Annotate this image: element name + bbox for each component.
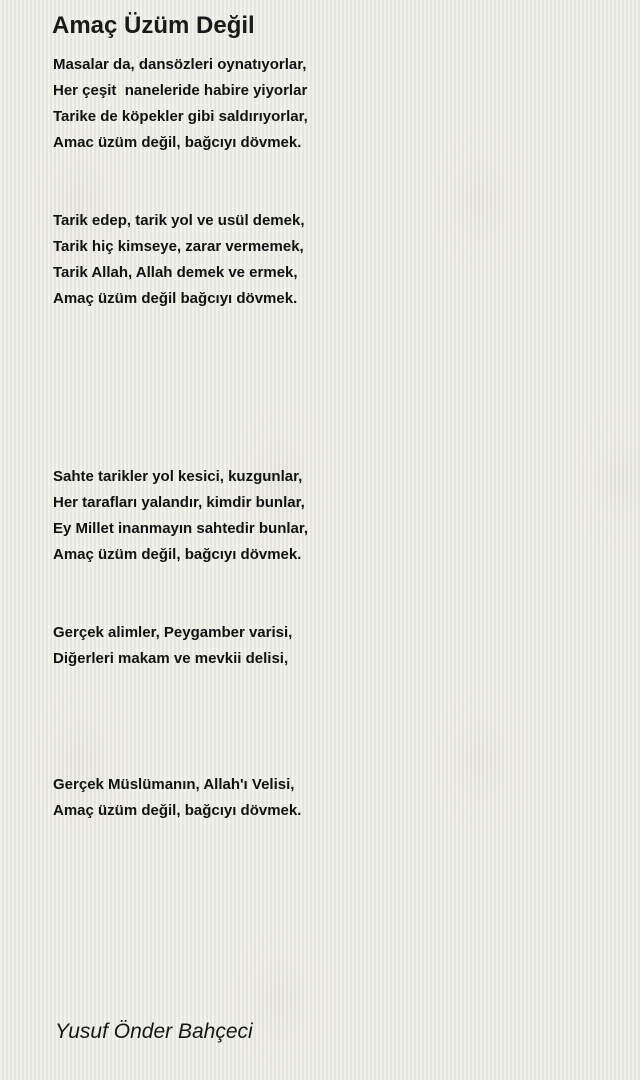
poem-line: Tarik hiç kimseye, zarar vermemek, [53,238,304,255]
poem-line: Tarike de köpekler gibi saldırıyorlar, [53,108,308,125]
poem-line: Sahte tarikler yol kesici, kuzgunlar, [53,468,303,485]
poem-line: Diğerleri makam ve mevkii delisi, [53,650,289,667]
poem-line: Amaç üzüm değil, bağcıyı dövmek. [53,802,302,819]
poem-line: Amaç üzüm değil bağcıyı dövmek. [53,290,298,307]
poem-line: Amaç üzüm değil, bağcıyı dövmek. [53,546,302,563]
poem-title: Amaç Üzüm Değil [52,12,255,39]
poem-line: Gerçek Müslümanın, Allah'ı Velisi, [53,776,295,793]
poem-line: Ey Millet inanmayın sahtedir bunlar, [53,520,309,537]
poem-author: Yusuf Önder Bahçeci [55,1020,253,1043]
poem-line: Amac üzüm değil, bağcıyı dövmek. [53,134,302,151]
poem-line: Tarik edep, tarik yol ve usül demek, [53,212,305,229]
poem-line: Her çeşit naneleride habire yiyorlar [53,82,308,99]
poem-line: Tarik Allah, Allah demek ve ermek, [53,264,298,281]
poem-line: Masalar da, dansözleri oynatıyorlar, [53,56,307,73]
poem-line: Gerçek alimler, Peygamber varisi, [53,624,293,641]
poem-line: Her tarafları yalandır, kimdir bunlar, [53,494,305,511]
